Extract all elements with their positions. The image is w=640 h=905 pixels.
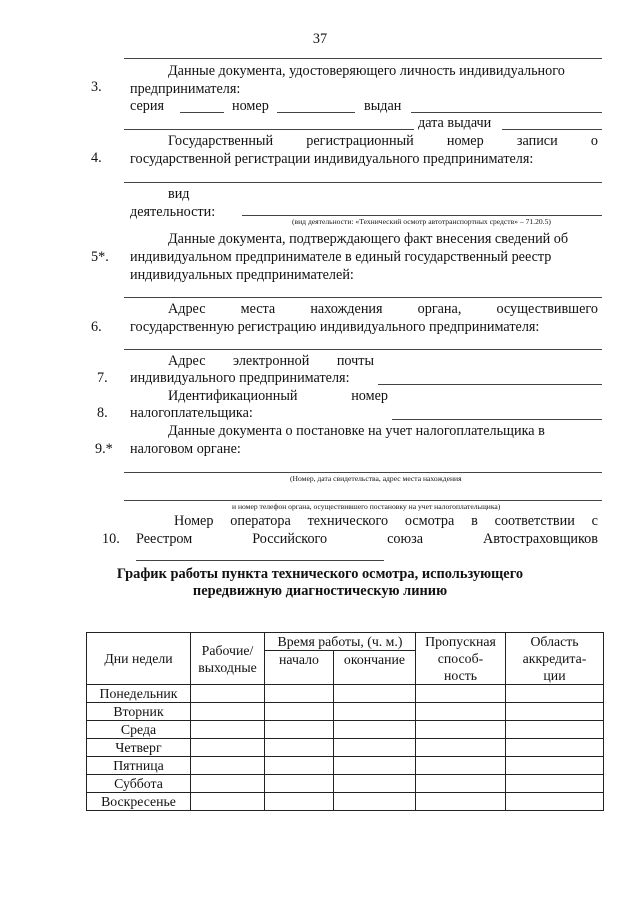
workday-cell[interactable] <box>191 685 265 703</box>
start-cell[interactable] <box>265 757 334 775</box>
item6-w4: органа, <box>417 301 462 317</box>
table-row <box>87 703 604 721</box>
item3-number: 3. <box>91 79 102 95</box>
workday-cell[interactable] <box>191 721 265 739</box>
workday-cell[interactable] <box>191 793 265 811</box>
end-cell[interactable] <box>334 793 416 811</box>
registration-authority-field[interactable] <box>124 349 602 350</box>
activity-caption: (вид деятельности: «Технический осмотр автотранспортных средств» – 71.20.5) <box>292 217 551 226</box>
item4-w1: Государственный <box>168 133 274 149</box>
item6-line2: государственную регистрацию индивидуального предпринимателя: <box>130 319 540 335</box>
day-cell: Вторник <box>87 703 191 721</box>
inn-field[interactable] <box>392 419 602 420</box>
item9-number: 9.* <box>95 441 113 457</box>
day-cell: Среда <box>87 721 191 739</box>
item9-line2: налоговом органе: <box>130 441 241 457</box>
rule-top <box>124 58 602 59</box>
accreditation-cell[interactable] <box>506 739 604 757</box>
item8-w2: номер <box>351 388 388 404</box>
tax-registration-field-2[interactable] <box>124 500 602 501</box>
page-number: 37 <box>312 31 328 47</box>
header-work-time: Время работы, (ч. м.) <box>265 633 416 651</box>
start-cell[interactable] <box>265 775 334 793</box>
schedule-title-1: График работы пункта технического осмотра, использующего <box>116 566 524 582</box>
item10-v3: союза <box>387 531 424 547</box>
item3-line1: Данные документа, удостоверяющего личность индивидуального <box>168 63 565 79</box>
item10-w1: Номер <box>174 513 214 529</box>
start-cell[interactable] <box>265 685 334 703</box>
item7-number: 7. <box>97 370 108 386</box>
header-days: Дни недели <box>87 633 191 685</box>
item6-w3: нахождения <box>310 301 383 317</box>
end-cell[interactable] <box>334 775 416 793</box>
end-cell[interactable] <box>334 703 416 721</box>
end-cell[interactable] <box>334 685 416 703</box>
table-row <box>87 775 604 793</box>
number-label: номер <box>232 98 269 114</box>
item10-v4: Автостраховщиков <box>483 531 598 547</box>
table-row <box>87 757 604 775</box>
item9-line1: Данные документа о постановке на учет налогоплательщика в <box>168 423 545 439</box>
operator-number-field[interactable] <box>136 560 384 561</box>
table-row <box>87 793 604 811</box>
item5-line1: Данные документа, подтверждающего факт внесения сведений об <box>168 231 569 247</box>
day-cell: Понедельник <box>87 685 191 703</box>
day-cell: Пятница <box>87 757 191 775</box>
item10-line1 <box>174 512 598 530</box>
accreditation-cell[interactable] <box>506 775 604 793</box>
item6-w1: Адрес <box>168 301 206 317</box>
activity-label-2: деятельности: <box>130 204 216 220</box>
item10-v2: Российского <box>252 531 328 547</box>
day-cell: Четверг <box>87 739 191 757</box>
item10-w7: с <box>591 513 598 529</box>
item4-w2: регистрационный <box>306 133 414 149</box>
item3-line2: предпринимателя: <box>130 81 241 97</box>
item10-v1: Реестром <box>136 531 193 547</box>
item10-w5: в <box>471 513 478 529</box>
end-cell[interactable] <box>334 757 416 775</box>
item7-w2: электронной <box>232 353 310 369</box>
day-cell: Воскресенье <box>87 793 191 811</box>
capacity-cell[interactable] <box>416 775 506 793</box>
table-row <box>87 739 604 757</box>
header-capacity: Пропускная способ- ность <box>416 633 506 685</box>
header-accreditation: Область аккредита- ции <box>506 633 604 685</box>
workday-cell[interactable] <box>191 739 265 757</box>
item8-line2: налогоплательщика: <box>130 405 253 421</box>
item10-w4: осмотра <box>404 513 455 529</box>
capacity-cell[interactable] <box>416 685 506 703</box>
item10-w3: технического <box>307 513 389 529</box>
registration-number-field[interactable] <box>124 182 602 183</box>
header-workdays: Рабочие/ выходные <box>191 633 265 685</box>
capacity-cell[interactable] <box>416 739 506 757</box>
item4-number: 4. <box>91 150 102 166</box>
table-row <box>87 685 604 703</box>
item6-w5: осуществившего <box>496 301 598 317</box>
issue-date-label: дата выдачи <box>418 115 492 131</box>
item10-w6: соответствии <box>494 513 575 529</box>
series-label: серия <box>130 98 164 114</box>
item8-w1: Идентификационный <box>168 388 298 404</box>
item7-line2: индивидуального предпринимателя: <box>130 370 350 386</box>
header-start: начало <box>265 651 334 685</box>
capacity-cell[interactable] <box>416 721 506 739</box>
issued-by-field-2[interactable] <box>124 129 414 130</box>
issued-label: выдан <box>364 98 402 114</box>
end-cell[interactable] <box>334 739 416 757</box>
item5-number: 5*. <box>91 249 109 265</box>
item10-number: 10. <box>102 531 120 547</box>
item8-line1 <box>168 387 388 405</box>
registry-data-field[interactable] <box>124 297 602 298</box>
item10-w2: оператора <box>230 513 291 529</box>
item8-number: 8. <box>97 405 108 421</box>
capacity-cell[interactable] <box>416 757 506 775</box>
item5-line2: индивидуальном предпринимателе в единый государственный реестр <box>130 249 552 265</box>
workday-cell[interactable] <box>191 703 265 721</box>
schedule-title-2: передвижную диагностическую линию <box>192 583 448 599</box>
activity-label-1: вид <box>168 186 190 202</box>
capacity-cell[interactable] <box>416 793 506 811</box>
tax-caption-1: (Номер, дата свидетельства, адрес места нахождения <box>290 474 462 483</box>
tax-registration-field[interactable] <box>124 472 602 473</box>
workday-cell[interactable] <box>191 757 265 775</box>
email-field[interactable] <box>378 384 602 385</box>
item4-line2: государственной регистрации индивидуального предпринимателя: <box>130 151 534 167</box>
start-cell[interactable] <box>265 703 334 721</box>
start-cell[interactable] <box>265 739 334 757</box>
doc-number-field[interactable] <box>277 112 355 113</box>
item7-line1 <box>168 352 374 370</box>
tax-caption-2: и номер телефон органа, осуществившего постановку на учет налогоплательщика) <box>232 502 501 511</box>
start-cell[interactable] <box>265 793 334 811</box>
table-row <box>87 721 604 739</box>
issued-by-field[interactable] <box>411 112 602 113</box>
item7-w3: почты <box>336 353 374 369</box>
workday-cell[interactable] <box>191 775 265 793</box>
item6-w2: места <box>240 301 276 317</box>
accreditation-cell[interactable] <box>506 721 604 739</box>
accreditation-cell[interactable] <box>506 685 604 703</box>
accreditation-cell[interactable] <box>506 757 604 775</box>
item7-w1: Адрес <box>168 353 206 369</box>
issue-date-field[interactable] <box>502 129 602 130</box>
item4-line1 <box>168 132 598 150</box>
item6-number: 6. <box>91 319 102 335</box>
end-cell[interactable] <box>334 721 416 739</box>
activity-field[interactable] <box>242 215 602 216</box>
day-cell: Суббота <box>87 775 191 793</box>
item10-line2 <box>136 530 598 548</box>
item4-w3: номер <box>446 133 484 149</box>
item4-w5: о <box>590 133 598 149</box>
accreditation-cell[interactable] <box>506 793 604 811</box>
capacity-cell[interactable] <box>416 703 506 721</box>
accreditation-cell[interactable] <box>506 703 604 721</box>
start-cell[interactable] <box>265 721 334 739</box>
item6-line1 <box>168 300 598 318</box>
header-end: окончание <box>334 651 416 685</box>
series-field[interactable] <box>180 112 224 113</box>
item4-w4: записи <box>516 133 558 149</box>
schedule-table <box>86 632 604 811</box>
item5-line3: индивидуальных предпринимателей: <box>130 267 354 283</box>
